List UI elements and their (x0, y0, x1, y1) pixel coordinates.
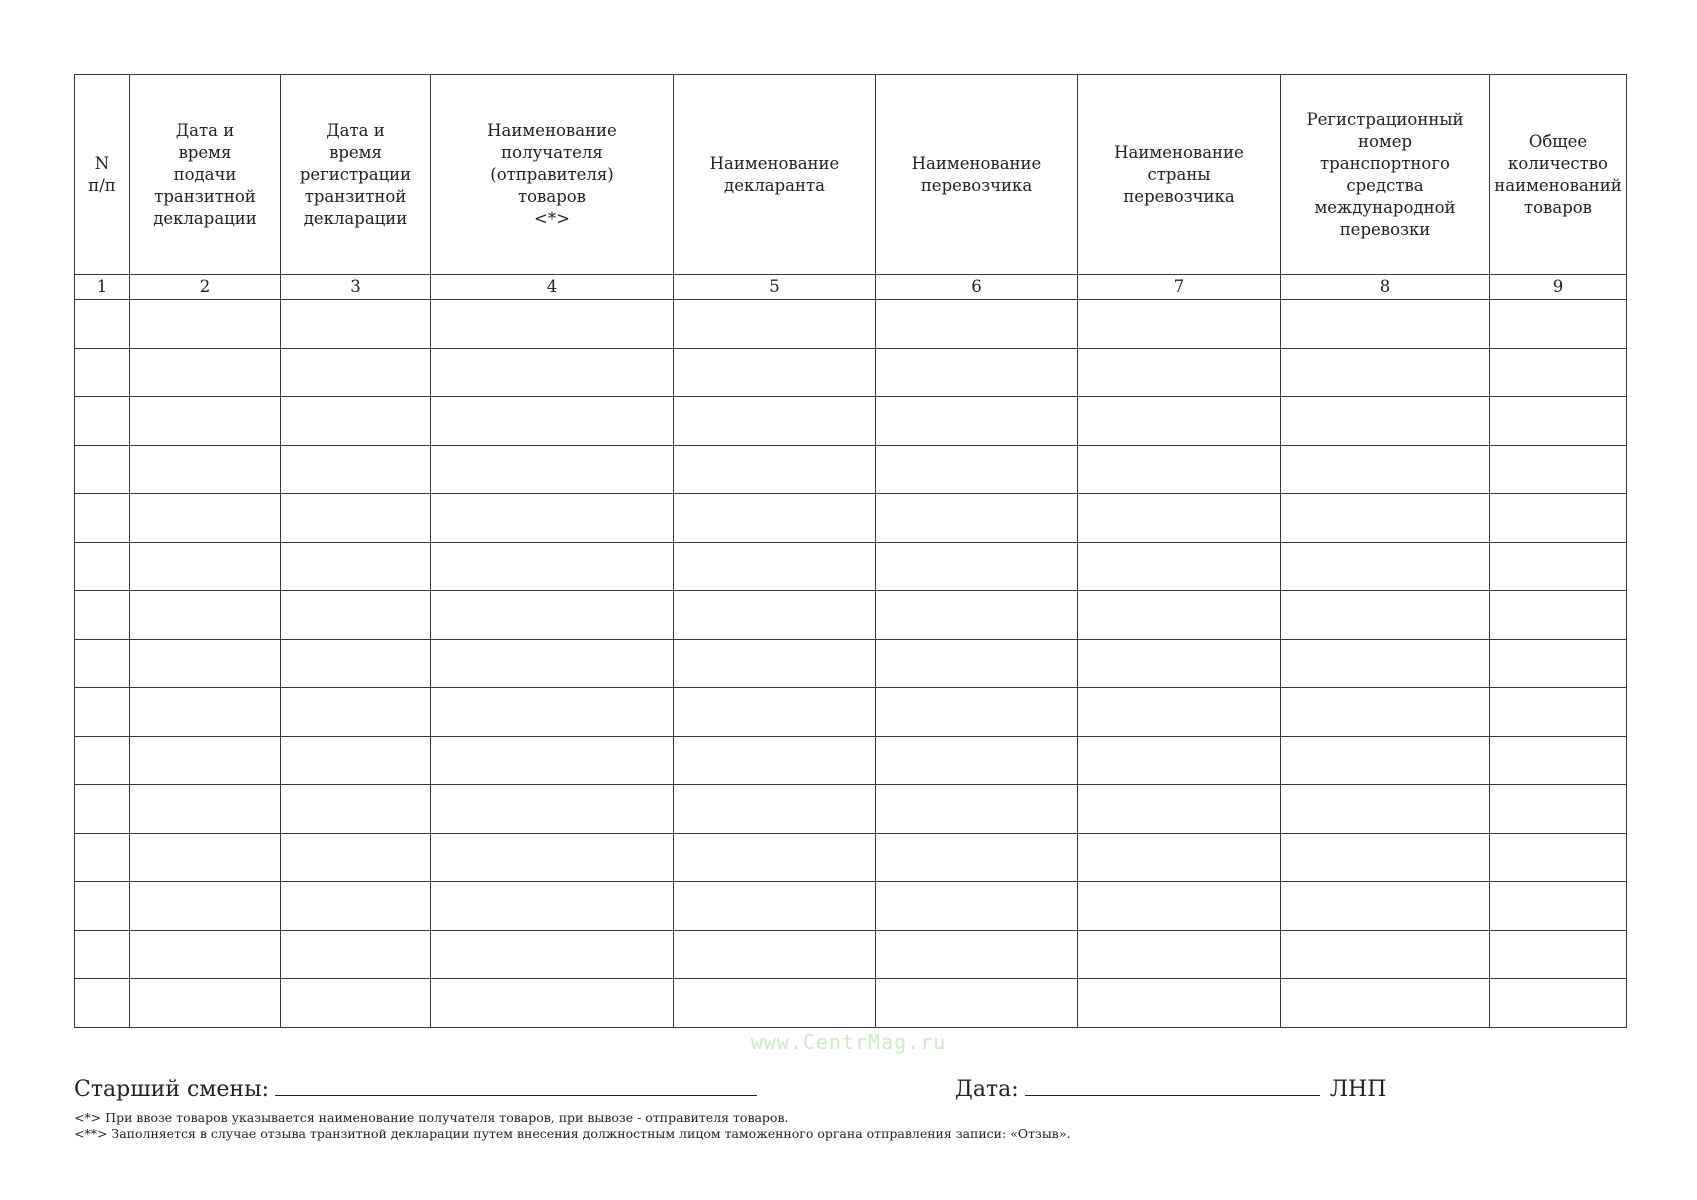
table-cell[interactable] (1281, 445, 1490, 494)
table-cell[interactable] (674, 639, 876, 688)
table-cell[interactable] (75, 639, 130, 688)
table-cell[interactable] (1490, 542, 1627, 591)
column-number-row (75, 275, 1627, 300)
table-cell[interactable] (431, 833, 674, 882)
table-cell[interactable] (876, 833, 1078, 882)
table-cell[interactable] (876, 348, 1078, 397)
table-cell[interactable] (431, 591, 674, 640)
table-cell[interactable] (1281, 833, 1490, 882)
table-cell[interactable] (1078, 591, 1281, 640)
table-cell[interactable] (75, 591, 130, 640)
table-cell[interactable] (431, 882, 674, 931)
table-cell[interactable] (130, 542, 281, 591)
table-cell[interactable] (281, 494, 431, 543)
watermark: www.CentrMag.ru (750, 1030, 947, 1054)
table-cell[interactable] (431, 494, 674, 543)
table-cell[interactable] (674, 542, 876, 591)
column-number: 8 (1281, 275, 1490, 300)
table-cell[interactable] (1281, 930, 1490, 979)
table-cell[interactable] (1281, 397, 1490, 446)
header-cell-carrier-country: Наименование страны перевозчика (1078, 75, 1281, 275)
table-cell[interactable] (1281, 882, 1490, 931)
table-cell[interactable] (1490, 785, 1627, 834)
header-cell-goods-count: Общее количество наименований товаров (1490, 75, 1627, 275)
table-cell[interactable] (1490, 930, 1627, 979)
table-cell[interactable] (1078, 300, 1281, 349)
table-cell[interactable] (75, 445, 130, 494)
header-cell-recipient-name: Наименование получателя (отправителя) товаров <*> (431, 75, 674, 275)
table-cell[interactable] (281, 979, 431, 1028)
header-cell-carrier-name: Наименование перевозчика (876, 75, 1078, 275)
table-cell[interactable] (1490, 688, 1627, 737)
table-cell[interactable] (130, 736, 281, 785)
table-cell[interactable] (75, 785, 130, 834)
table-cell[interactable] (130, 785, 281, 834)
table-cell[interactable] (281, 736, 431, 785)
table-cell[interactable] (281, 833, 431, 882)
table-row (75, 882, 1627, 931)
senior-label: Старший смены: (74, 1077, 270, 1102)
header-cell-registration-datetime: Дата и время регистрации транзитной декларации (281, 75, 431, 275)
table-cell[interactable] (281, 300, 431, 349)
table-cell[interactable] (674, 591, 876, 640)
table-cell[interactable] (674, 300, 876, 349)
table-cell[interactable] (674, 688, 876, 737)
table-cell[interactable] (1281, 639, 1490, 688)
table-cell[interactable] (876, 591, 1078, 640)
table-cell[interactable] (1490, 348, 1627, 397)
table-cell[interactable] (674, 736, 876, 785)
table-cell[interactable] (876, 930, 1078, 979)
header-cell-vehicle-registration: Регистрационный номер транспортного средства международной перевозки (1281, 75, 1490, 275)
table-cell[interactable] (1078, 348, 1281, 397)
table-cell[interactable] (281, 688, 431, 737)
table-cell[interactable] (1490, 397, 1627, 446)
table-cell[interactable] (1078, 882, 1281, 931)
column-number: 5 (674, 275, 876, 300)
table-cell[interactable] (281, 591, 431, 640)
table-cell[interactable] (1078, 785, 1281, 834)
table-cell[interactable] (674, 397, 876, 446)
table-cell[interactable] (130, 300, 281, 349)
table-cell[interactable] (431, 639, 674, 688)
table-cell[interactable] (1281, 348, 1490, 397)
table-cell[interactable] (674, 494, 876, 543)
table-cell[interactable] (281, 882, 431, 931)
table-cell[interactable] (1078, 639, 1281, 688)
table-cell[interactable] (75, 542, 130, 591)
footnote-recipient: <*> При ввозе товаров указывается наименование получателя товаров, при вывозе - отправителя товаров. (74, 1110, 789, 1125)
table-row (75, 591, 1627, 640)
table-cell[interactable] (130, 979, 281, 1028)
table-cell[interactable] (1078, 494, 1281, 543)
table-cell[interactable] (431, 930, 674, 979)
date-field[interactable] (1025, 1073, 1320, 1096)
table-cell[interactable] (75, 300, 130, 349)
table-row (75, 785, 1627, 834)
table-cell[interactable] (674, 979, 876, 1028)
table-cell[interactable] (1078, 736, 1281, 785)
table-cell[interactable] (876, 785, 1078, 834)
table-cell[interactable] (1078, 397, 1281, 446)
table-cell[interactable] (431, 688, 674, 737)
table-cell[interactable] (431, 736, 674, 785)
table-cell[interactable] (281, 348, 431, 397)
table-cell[interactable] (130, 833, 281, 882)
table-cell[interactable] (1078, 979, 1281, 1028)
table-cell[interactable] (1490, 494, 1627, 543)
table-cell[interactable] (75, 688, 130, 737)
table-cell[interactable] (130, 688, 281, 737)
column-number: 7 (1078, 275, 1281, 300)
table-cell[interactable] (75, 397, 130, 446)
column-number: 6 (876, 275, 1078, 300)
table-row (75, 445, 1627, 494)
table-cell[interactable] (130, 639, 281, 688)
table-cell[interactable] (431, 300, 674, 349)
table-cell[interactable] (130, 348, 281, 397)
header-cell-declarant-name: Наименование декларанта (674, 75, 876, 275)
table-cell[interactable] (431, 542, 674, 591)
table-cell[interactable] (1281, 542, 1490, 591)
footnotes (74, 1110, 1070, 1142)
table-cell[interactable] (1078, 542, 1281, 591)
table-cell[interactable] (876, 688, 1078, 737)
column-number: 2 (130, 275, 281, 300)
table-cell[interactable] (431, 445, 674, 494)
table-cell[interactable] (75, 979, 130, 1028)
table-cell[interactable] (1281, 736, 1490, 785)
lnp-label: ЛНП (1329, 1077, 1387, 1102)
senior-signature-line (74, 1073, 757, 1104)
table-cell[interactable] (75, 736, 130, 785)
table-cell[interactable] (876, 445, 1078, 494)
table-cell[interactable] (1078, 833, 1281, 882)
table-cell[interactable] (876, 494, 1078, 543)
table-cell[interactable] (281, 397, 431, 446)
table-cell[interactable] (281, 542, 431, 591)
table-cell[interactable] (1490, 445, 1627, 494)
table-cell[interactable] (1281, 979, 1490, 1028)
table-row (75, 542, 1627, 591)
table-cell[interactable] (876, 639, 1078, 688)
table-cell[interactable] (281, 445, 431, 494)
table-cell[interactable] (674, 882, 876, 931)
column-number: 3 (281, 275, 431, 300)
table-cell[interactable] (75, 348, 130, 397)
header-cell-number: N п/п (75, 75, 130, 275)
table-cell[interactable] (75, 833, 130, 882)
table-cell[interactable] (130, 445, 281, 494)
table-cell[interactable] (674, 445, 876, 494)
table-cell[interactable] (1490, 639, 1627, 688)
table-cell[interactable] (281, 930, 431, 979)
table-cell[interactable] (1281, 300, 1490, 349)
transit-journal-table (74, 74, 1627, 1028)
table-cell[interactable] (674, 930, 876, 979)
table-cell[interactable] (674, 833, 876, 882)
table-row (75, 397, 1627, 446)
column-number: 4 (431, 275, 674, 300)
date-label: Дата: (955, 1077, 1019, 1102)
column-number: 1 (75, 275, 130, 300)
table-cell[interactable] (431, 979, 674, 1028)
table-row (75, 833, 1627, 882)
table-cell[interactable] (1490, 979, 1627, 1028)
header-row (75, 75, 1627, 275)
table-cell[interactable] (281, 639, 431, 688)
table-cell[interactable] (1490, 882, 1627, 931)
table-cell[interactable] (1490, 591, 1627, 640)
table-row (75, 930, 1627, 979)
table-cell[interactable] (431, 785, 674, 834)
header-cell-submission-datetime: Дата и время подачи транзитной декларации (130, 75, 281, 275)
table-cell[interactable] (431, 348, 674, 397)
table-cell[interactable] (1078, 688, 1281, 737)
date-signature-line (955, 1073, 1386, 1104)
table-cell[interactable] (130, 591, 281, 640)
table-cell[interactable] (876, 542, 1078, 591)
table-cell[interactable] (674, 785, 876, 834)
table-cell[interactable] (1490, 300, 1627, 349)
table-row (75, 688, 1627, 737)
table-cell[interactable] (130, 397, 281, 446)
table-row (75, 494, 1627, 543)
table-row (75, 736, 1627, 785)
footnote-withdrawal: <**> Заполняется в случае отзыва транзитной декларации путем внесения должностным лицом таможенного органа отправления записи: «Отзыв». (74, 1126, 1071, 1141)
table-cell[interactable] (1281, 494, 1490, 543)
table-row (75, 979, 1627, 1028)
table-cell[interactable] (1281, 591, 1490, 640)
table-row (75, 300, 1627, 349)
table-cell[interactable] (876, 979, 1078, 1028)
table-cell[interactable] (75, 494, 130, 543)
table-cell[interactable] (876, 300, 1078, 349)
table-cell[interactable] (431, 397, 674, 446)
table-cell[interactable] (1281, 688, 1490, 737)
table-cell[interactable] (1490, 736, 1627, 785)
table-cell[interactable] (1281, 785, 1490, 834)
table-cell[interactable] (876, 882, 1078, 931)
table-row (75, 639, 1627, 688)
senior-name-field[interactable] (275, 1073, 757, 1096)
table-cell[interactable] (1078, 930, 1281, 979)
table-cell[interactable] (1078, 445, 1281, 494)
table-cell[interactable] (674, 348, 876, 397)
table-cell[interactable] (130, 494, 281, 543)
table-row (75, 348, 1627, 397)
table-cell[interactable] (876, 397, 1078, 446)
table-cell[interactable] (130, 882, 281, 931)
table-cell[interactable] (75, 882, 130, 931)
table-cell[interactable] (130, 930, 281, 979)
table-cell[interactable] (1490, 833, 1627, 882)
table-cell[interactable] (75, 930, 130, 979)
column-number: 9 (1490, 275, 1627, 300)
table-cell[interactable] (281, 785, 431, 834)
table-cell[interactable] (876, 736, 1078, 785)
